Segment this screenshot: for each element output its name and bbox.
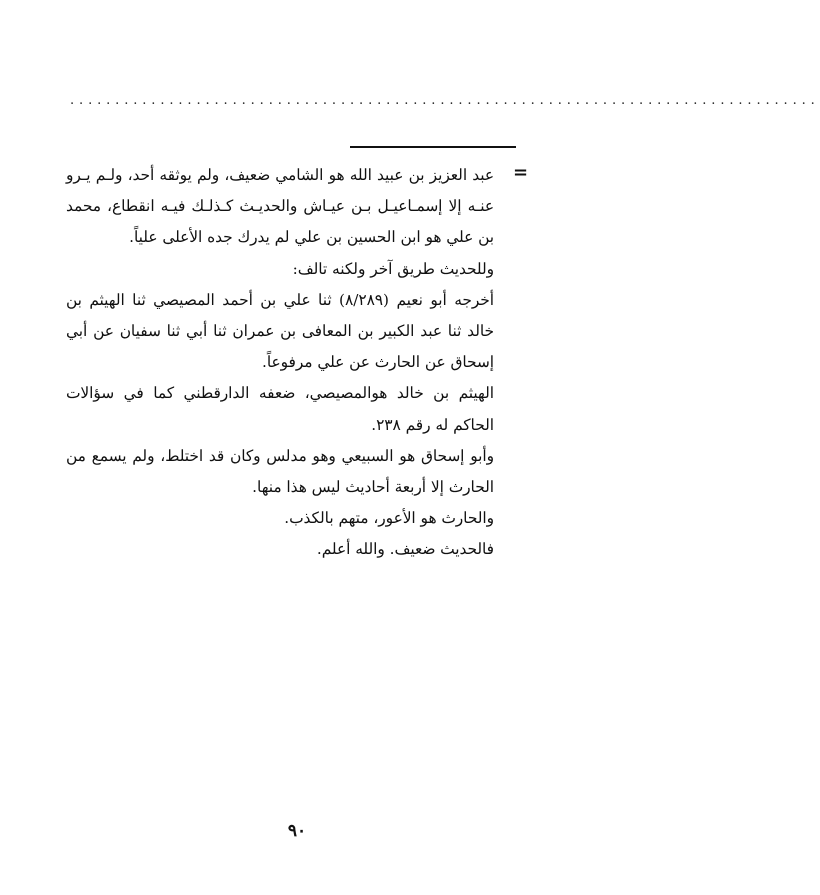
footnote-paragraph: الهيثم بن خالد هوالمصيصي، ضعفه الدارقطني كما في سؤالات الحاكم له رقم ٢٣٨. xyxy=(66,384,494,434)
footnote-paragraph: وأبو إسحاق هو السبيعي وهو مدلس وكان قد اختلط، ولم يسمع من الحارث إلا أربعة أحاديث ليس هذا منها. xyxy=(66,446,494,497)
footnote-paragraph: عبد العزيز بن عبيد الله هو الشامي ضعيف، ولم يوثقه أحد، ولـم يـرو عنـه إلا إسمـاعيـل بـن عيـاش والحديـث كـذلـك فيـه انقطاع، محمد بن علي هو ابن الحسين بن علي لم يدرك جده الأعلى علياً. xyxy=(66,166,494,247)
dotted-separator: ................................................................................... xyxy=(70,93,820,108)
continuation-mark: = xyxy=(513,162,529,183)
footnote-paragraph: والحارث هو الأعور، متهم بالكذب. xyxy=(284,509,494,528)
page-number: ٩٠ xyxy=(287,821,307,841)
footnote-paragraph: فالحديث ضعيف. والله أعلم. xyxy=(316,540,494,559)
footnote-paragraph: أخرجه أبو نعيم (٨/٢٨٩) ثنا علي بن أحمد المصيصي ثنا الهيثم بن خالد ثنا عبد الكبير بن المعافى بن عمران ثنا أبي ثنا سفيان عن أبي إسحاق عن الحارث عن علي مرفوعاً. xyxy=(66,290,494,372)
footnote-paragraph: وللحديث طريق آخر ولكنه تالف: xyxy=(292,259,494,278)
footnote-text xyxy=(66,160,494,566)
footnote-rule xyxy=(350,146,516,148)
